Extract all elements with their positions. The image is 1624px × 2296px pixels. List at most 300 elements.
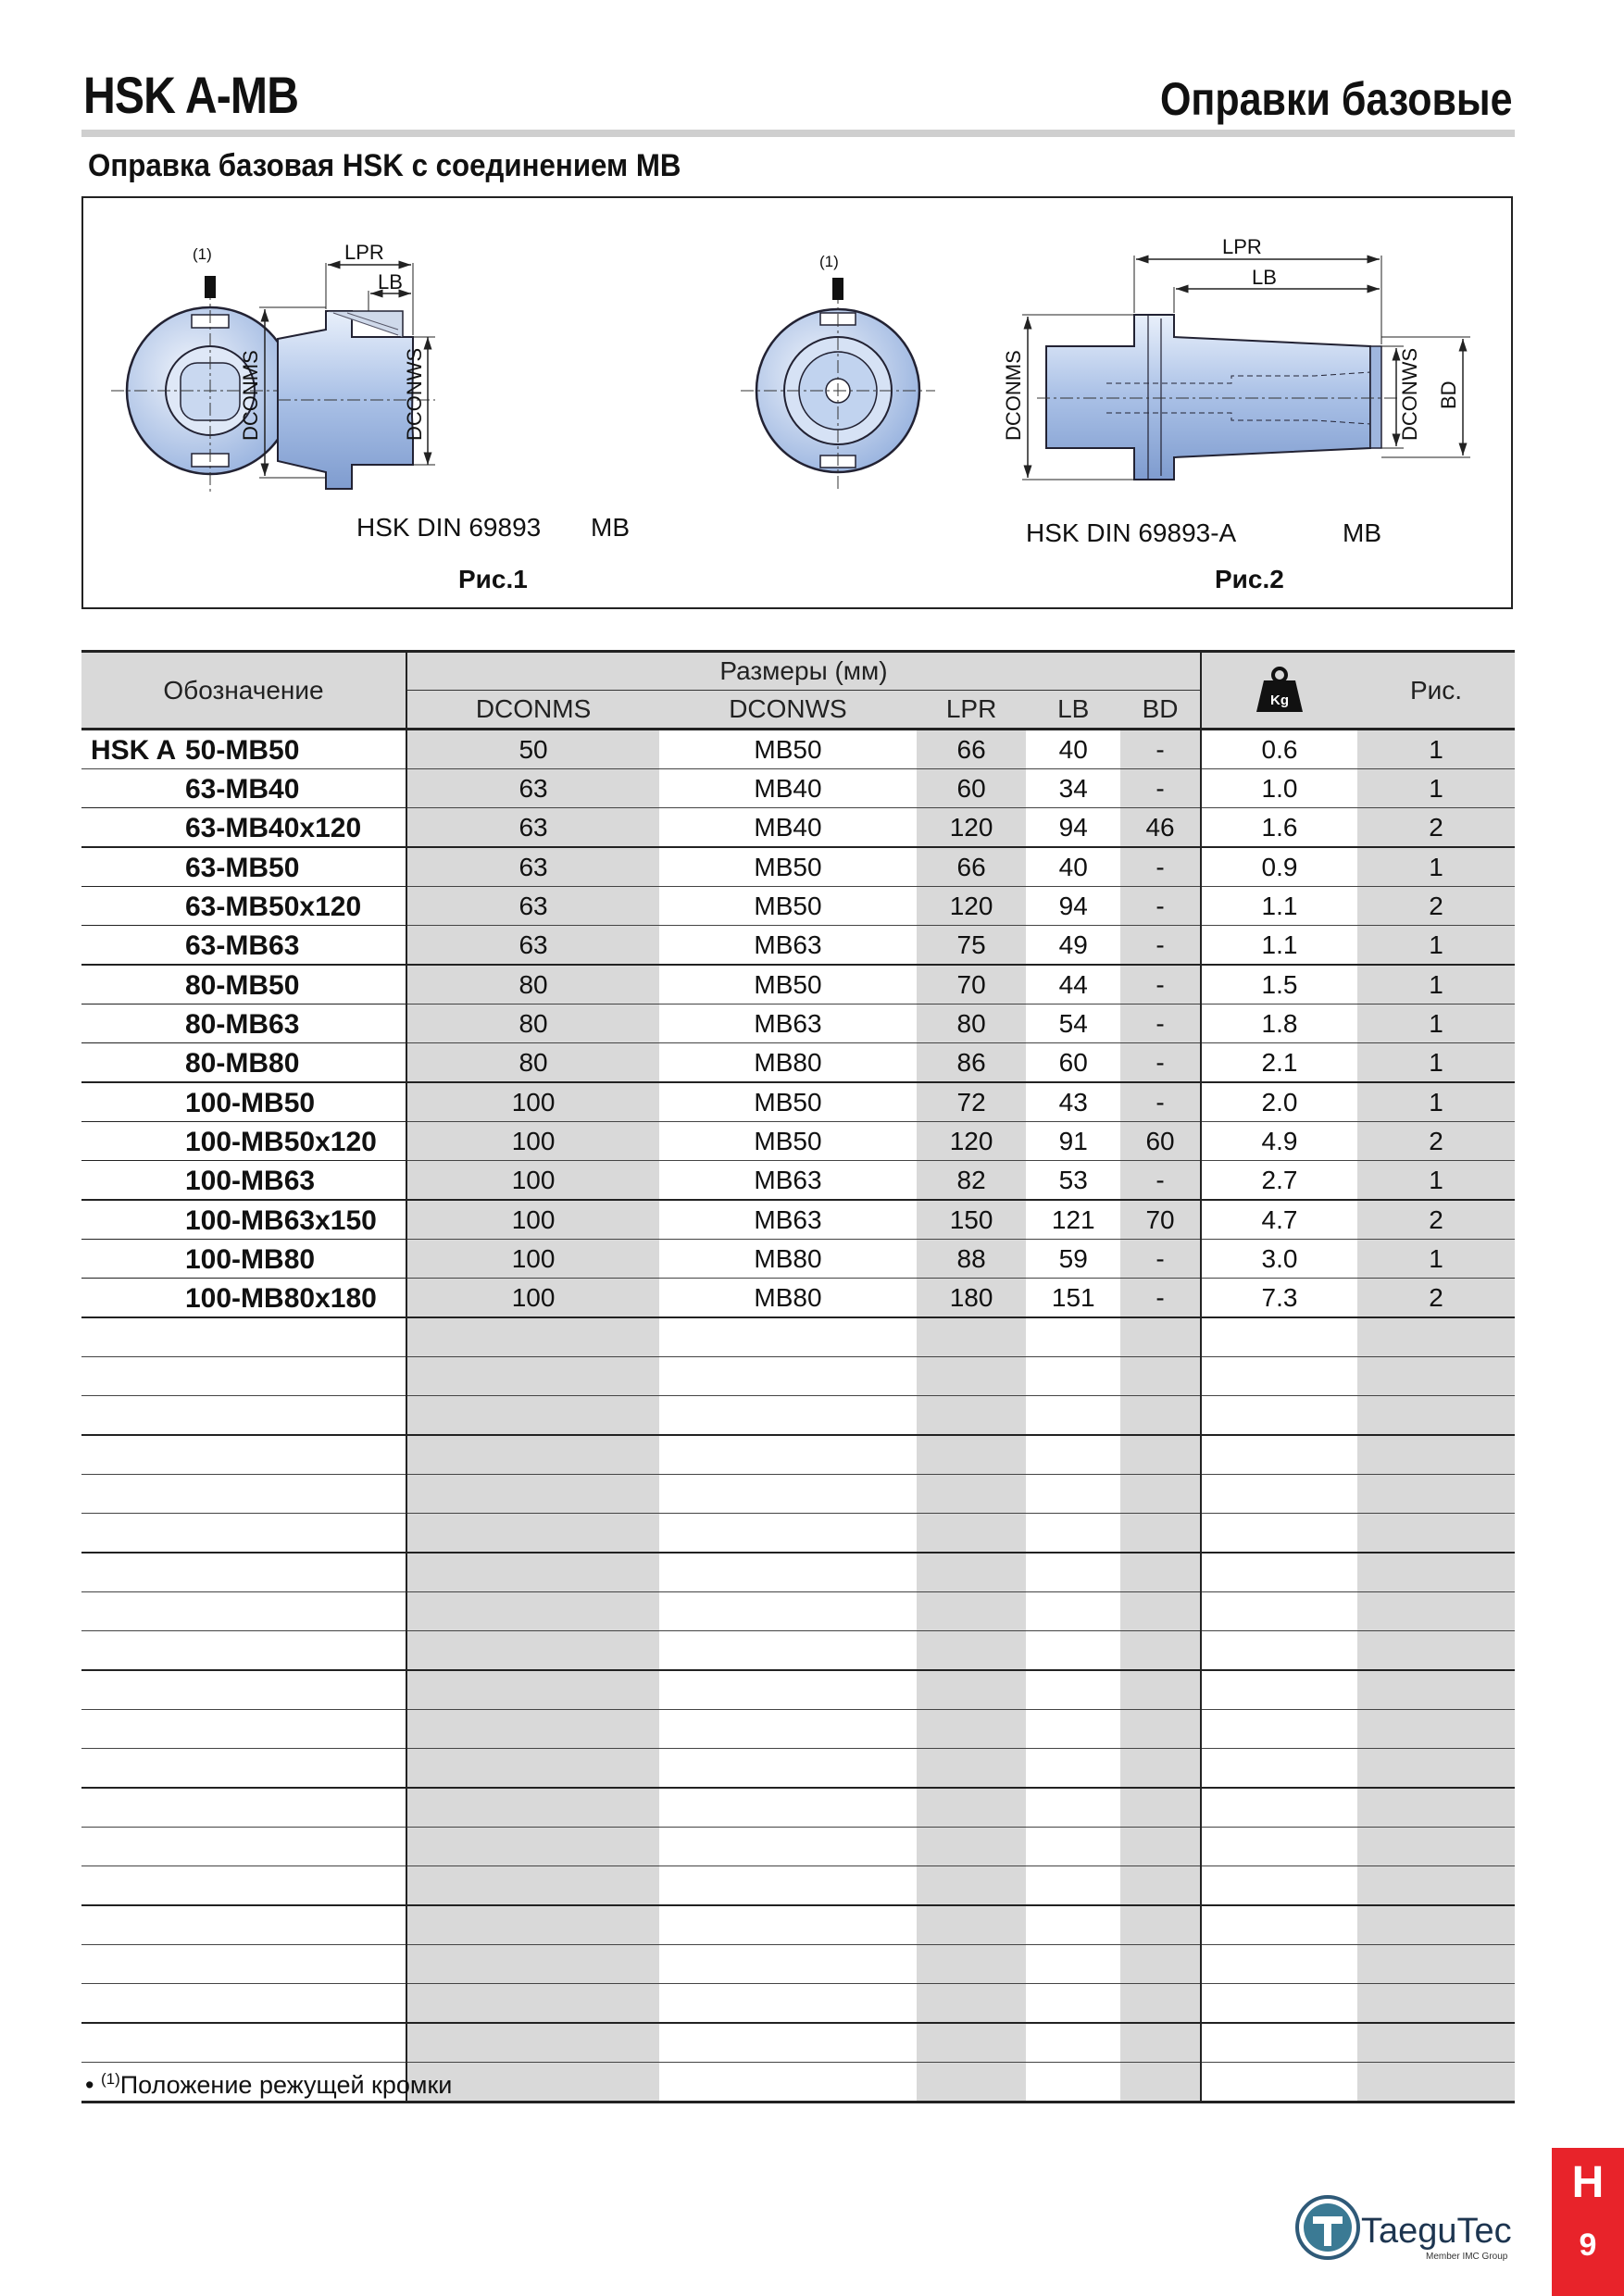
- fig2-caption-type: MB: [1343, 518, 1381, 547]
- cell-lpr: [917, 1828, 1027, 1866]
- cell-lb: [1026, 1984, 1120, 2024]
- cell-bd: -: [1120, 1240, 1201, 1279]
- cell-bd: -: [1120, 847, 1201, 887]
- table-row: [81, 730, 1515, 769]
- logo-name: TaeguTec: [1361, 2212, 1512, 2251]
- cell-bd: [1120, 1475, 1201, 1514]
- cell-dconms: [406, 1396, 659, 1436]
- cell-dconws: [659, 2063, 917, 2103]
- cell-fig: [1357, 1670, 1515, 1710]
- cell-designation: [81, 730, 406, 769]
- col-lb: LB: [1026, 691, 1120, 730]
- cell-kg: 1.8: [1201, 1004, 1357, 1043]
- cell-designation: [81, 1396, 406, 1436]
- cell-bd: [1120, 1905, 1201, 1945]
- cell-dconws: MB50: [659, 887, 917, 926]
- cell-lb: [1026, 1710, 1120, 1749]
- cell-fig: [1357, 1749, 1515, 1789]
- cell-dconms: [406, 2023, 659, 2063]
- cell-fig: [1357, 1435, 1515, 1475]
- cell-kg: [1201, 1788, 1357, 1828]
- cell-bd: -: [1120, 730, 1201, 769]
- table-row: [81, 1670, 1515, 1710]
- cell-bd: -: [1120, 769, 1201, 808]
- cell-bd: [1120, 1984, 1201, 2024]
- weight-kg-icon: [1253, 666, 1306, 716]
- cell-lpr: 86: [917, 1043, 1027, 1083]
- section-title: Оправки базовые: [1160, 73, 1513, 125]
- cell-lpr: [917, 1984, 1027, 2024]
- cell-fig: [1357, 1553, 1515, 1592]
- cell-lb: 40: [1026, 847, 1120, 887]
- designation-code: 100-MB63: [185, 1166, 316, 1196]
- cell-dconms: [406, 1670, 659, 1710]
- cell-kg: [1201, 1475, 1357, 1514]
- cell-fig: 2: [1357, 1279, 1515, 1318]
- cell-dconms: [406, 1788, 659, 1828]
- cell-lb: [1026, 2023, 1120, 2063]
- cell-designation: [81, 1984, 406, 2024]
- cell-dconms: [406, 1317, 659, 1357]
- table-row: [81, 1161, 1515, 1201]
- cell-designation: [81, 887, 406, 926]
- col-dconms: DCONMS: [406, 691, 659, 730]
- table-row: [81, 1710, 1515, 1749]
- cell-fig: 1: [1357, 1161, 1515, 1201]
- cell-lpr: 120: [917, 808, 1027, 848]
- cell-lpr: [917, 1670, 1027, 1710]
- cell-bd: [1120, 1631, 1201, 1671]
- subtitle: Оправка базовая HSK с соединением MB: [88, 148, 681, 183]
- weight-kg-icon-text: Kg: [1270, 692, 1289, 708]
- fig2-dconms-label: DCONMS: [1002, 350, 1025, 441]
- table-header: [81, 652, 1515, 730]
- cell-dconws: MB50: [659, 730, 917, 769]
- footnote-text: Положение режущей кромки: [119, 2071, 453, 2099]
- cell-bd: [1120, 1435, 1201, 1475]
- table-row: [81, 926, 1515, 966]
- cell-designation: [81, 1317, 406, 1357]
- cell-lpr: [917, 1357, 1027, 1396]
- cell-lb: [1026, 1396, 1120, 1436]
- cell-dconws: [659, 1396, 917, 1436]
- table-row: [81, 1592, 1515, 1631]
- cell-lpr: [917, 1475, 1027, 1514]
- cell-lb: [1026, 1828, 1120, 1866]
- cell-lpr: [917, 1592, 1027, 1631]
- cell-bd: [1120, 2063, 1201, 2103]
- cell-fig: [1357, 1788, 1515, 1828]
- cell-lb: [1026, 1592, 1120, 1631]
- table-row: [81, 1004, 1515, 1043]
- cell-kg: [1201, 1553, 1357, 1592]
- cell-lpr: 66: [917, 730, 1027, 769]
- cell-kg: 0.9: [1201, 847, 1357, 887]
- cell-lb: 59: [1026, 1240, 1120, 1279]
- cell-lb: 121: [1026, 1200, 1120, 1240]
- cell-designation: [81, 1475, 406, 1514]
- cell-kg: [1201, 1905, 1357, 1945]
- cell-dconms: 80: [406, 1004, 659, 1043]
- cell-dconws: [659, 1788, 917, 1828]
- cell-bd: [1120, 1828, 1201, 1866]
- cell-dconms: [406, 1828, 659, 1866]
- cell-fig: 1: [1357, 1240, 1515, 1279]
- table-row: [81, 1905, 1515, 1945]
- cell-designation: [81, 926, 406, 966]
- cell-dconws: [659, 1357, 917, 1396]
- footnote: [85, 2070, 452, 2100]
- cell-dconws: [659, 1710, 917, 1749]
- cell-kg: [1201, 1945, 1357, 1984]
- fig2-lb-label: LB: [1252, 266, 1277, 289]
- fig1-caption-type: MB: [591, 513, 630, 542]
- table-row: [81, 2023, 1515, 2063]
- logo-tagline: Member IMC Group: [1426, 2252, 1508, 2262]
- cell-dconms: 63: [406, 847, 659, 887]
- fig2-bd-label: BD: [1437, 381, 1460, 409]
- cell-dconms: [406, 1945, 659, 1984]
- cell-kg: 1.0: [1201, 769, 1357, 808]
- cell-fig: 2: [1357, 887, 1515, 926]
- designation-code: 80-MB80: [185, 1048, 300, 1079]
- cell-designation: [81, 1161, 406, 1201]
- fig1-mark: (1): [193, 245, 212, 263]
- table-row: [81, 769, 1515, 808]
- cell-lb: 44: [1026, 965, 1120, 1004]
- fig2-caption-std: HSK DIN 69893-A: [1026, 518, 1237, 547]
- cell-designation: [81, 1435, 406, 1475]
- cell-lb: [1026, 1905, 1120, 1945]
- cell-dconms: 63: [406, 926, 659, 966]
- cell-lpr: [917, 1631, 1027, 1671]
- cell-designation: [81, 1240, 406, 1279]
- cell-lpr: 80: [917, 1004, 1027, 1043]
- cell-fig: [1357, 2023, 1515, 2063]
- cell-kg: 3.0: [1201, 1240, 1357, 1279]
- cell-bd: [1120, 1317, 1201, 1357]
- cell-dconws: [659, 1435, 917, 1475]
- cell-lb: 54: [1026, 1004, 1120, 1043]
- cell-bd: [1120, 1514, 1201, 1554]
- cell-fig: [1357, 1317, 1515, 1357]
- table-row: [81, 1828, 1515, 1866]
- cell-lpr: [917, 1749, 1027, 1789]
- cell-dconws: MB63: [659, 1200, 917, 1240]
- cell-lpr: [917, 1396, 1027, 1436]
- cell-bd: [1120, 2023, 1201, 2063]
- cell-dconws: MB40: [659, 808, 917, 848]
- cell-designation: [81, 1122, 406, 1161]
- col-dconws: DCONWS: [659, 691, 917, 730]
- cell-fig: 2: [1357, 1122, 1515, 1161]
- section-tab: [1552, 2148, 1624, 2296]
- cell-lb: [1026, 1866, 1120, 1906]
- cell-lpr: 180: [917, 1279, 1027, 1318]
- table-row: [81, 1122, 1515, 1161]
- cell-designation: [81, 847, 406, 887]
- cell-lpr: 66: [917, 847, 1027, 887]
- figure-box: [81, 196, 1513, 609]
- cell-lb: [1026, 1553, 1120, 1592]
- cell-designation: [81, 1514, 406, 1554]
- table-row: [81, 1514, 1515, 1554]
- table-row: [81, 1279, 1515, 1318]
- cell-designation: [81, 2023, 406, 2063]
- col-lpr: LPR: [917, 691, 1027, 730]
- cell-bd: 70: [1120, 1200, 1201, 1240]
- taegutec-logo-icon: [1287, 2187, 1518, 2266]
- cell-lpr: [917, 1945, 1027, 1984]
- cell-dconws: [659, 1984, 917, 2024]
- cell-kg: [1201, 1514, 1357, 1554]
- cell-fig: 1: [1357, 847, 1515, 887]
- cell-dconws: [659, 1317, 917, 1357]
- fig1-caption-std: HSK DIN 69893: [356, 513, 542, 542]
- cell-dconws: MB50: [659, 1082, 917, 1122]
- cell-dconms: 80: [406, 965, 659, 1004]
- fig2-lpr-label: LPR: [1222, 235, 1262, 258]
- cell-dconws: MB80: [659, 1279, 917, 1318]
- cell-dconws: [659, 1514, 917, 1554]
- table-row: [81, 1357, 1515, 1396]
- cell-kg: 4.7: [1201, 1200, 1357, 1240]
- cell-designation: [81, 1279, 406, 1318]
- cell-kg: [1201, 1749, 1357, 1789]
- cell-designation: [81, 1670, 406, 1710]
- cell-dconws: MB63: [659, 1004, 917, 1043]
- table-body: [81, 730, 1515, 2103]
- title-rule: [81, 130, 1515, 137]
- cell-dconws: [659, 1670, 917, 1710]
- cell-fig: 1: [1357, 1082, 1515, 1122]
- table-row: [81, 1200, 1515, 1240]
- cell-kg: 2.1: [1201, 1043, 1357, 1083]
- cell-dconws: MB80: [659, 1043, 917, 1083]
- cell-lb: 151: [1026, 1279, 1120, 1318]
- cell-dconms: 100: [406, 1240, 659, 1279]
- cell-dconws: [659, 1475, 917, 1514]
- designation-code: 100-MB80x180: [185, 1283, 377, 1314]
- cell-fig: [1357, 1866, 1515, 1906]
- cell-lpr: [917, 1866, 1027, 1906]
- cell-dconms: [406, 1435, 659, 1475]
- cell-dconms: 63: [406, 887, 659, 926]
- cell-designation: [81, 1631, 406, 1671]
- cell-lb: 43: [1026, 1082, 1120, 1122]
- designation-code: 80-MB63: [185, 1009, 300, 1040]
- fig2-name: Рис.2: [1215, 565, 1284, 593]
- cell-designation: [81, 1828, 406, 1866]
- cell-dconms: 100: [406, 1161, 659, 1201]
- cell-bd: -: [1120, 1279, 1201, 1318]
- cell-designation: [81, 1905, 406, 1945]
- cell-kg: [1201, 1631, 1357, 1671]
- cell-lpr: 75: [917, 926, 1027, 966]
- cell-dconms: 100: [406, 1122, 659, 1161]
- cell-fig: 1: [1357, 769, 1515, 808]
- cell-designation: [81, 1945, 406, 1984]
- table-row: [81, 808, 1515, 848]
- cell-bd: [1120, 1710, 1201, 1749]
- cell-lpr: [917, 1514, 1027, 1554]
- designation-code: 100-MB80: [185, 1244, 316, 1275]
- cell-designation: [81, 1553, 406, 1592]
- fig2-end-view: [741, 253, 935, 493]
- taegutec-logo: [1287, 2187, 1518, 2266]
- cell-dconms: 80: [406, 1043, 659, 1083]
- cell-kg: 4.9: [1201, 1122, 1357, 1161]
- cell-dconms: 50: [406, 730, 659, 769]
- cell-lpr: [917, 2063, 1027, 2103]
- cell-dconws: [659, 1866, 917, 1906]
- col-group-dims: Размеры (мм): [406, 652, 1201, 691]
- figures-drawing: [83, 198, 1515, 611]
- cell-kg: [1201, 1866, 1357, 1906]
- cell-lb: 91: [1026, 1122, 1120, 1161]
- footnote-bullet: •: [85, 2071, 94, 2099]
- fig1-lpr-label: LPR: [344, 241, 384, 264]
- cell-kg: [1201, 2063, 1357, 2103]
- cell-lb: 94: [1026, 808, 1120, 848]
- table-row: [81, 1082, 1515, 1122]
- cell-fig: 1: [1357, 1004, 1515, 1043]
- table-row: [81, 847, 1515, 887]
- cell-dconws: [659, 1828, 917, 1866]
- cell-lpr: 70: [917, 965, 1027, 1004]
- section-tab-letter: H: [1571, 2158, 1605, 2207]
- cell-dconms: [406, 1357, 659, 1396]
- cell-kg: [1201, 1357, 1357, 1396]
- cell-kg: 2.7: [1201, 1161, 1357, 1201]
- cell-bd: -: [1120, 926, 1201, 966]
- cell-designation: [81, 1710, 406, 1749]
- cell-lpr: [917, 1710, 1027, 1749]
- designation-code: 63-MB63: [185, 930, 300, 961]
- cell-fig: [1357, 1514, 1515, 1554]
- cell-kg: 0.6: [1201, 730, 1357, 769]
- cell-bd: -: [1120, 1082, 1201, 1122]
- cell-lpr: [917, 1435, 1027, 1475]
- cell-bd: [1120, 1749, 1201, 1789]
- cell-dconws: [659, 2023, 917, 2063]
- cell-lb: [1026, 1945, 1120, 1984]
- designation-code: 80-MB50: [185, 970, 300, 1001]
- col-fig: Рис.: [1357, 652, 1515, 730]
- cell-fig: [1357, 2063, 1515, 2103]
- cell-kg: [1201, 2023, 1357, 2063]
- cell-lb: [1026, 1317, 1120, 1357]
- cell-fig: [1357, 1396, 1515, 1436]
- page-number: 9: [1579, 2227, 1597, 2263]
- cell-lb: [1026, 1631, 1120, 1671]
- cell-fig: [1357, 1828, 1515, 1866]
- fig1-lb-label: LB: [378, 270, 403, 293]
- designation-code: 63-MB50: [185, 853, 300, 883]
- cell-bd: -: [1120, 965, 1201, 1004]
- cell-lb: [1026, 1788, 1120, 1828]
- cell-bd: [1120, 1553, 1201, 1592]
- fig1-dconws-label: DCONWS: [403, 347, 426, 441]
- cell-bd: 60: [1120, 1122, 1201, 1161]
- cell-dconms: [406, 1553, 659, 1592]
- cell-fig: [1357, 1984, 1515, 2024]
- cell-kg: [1201, 1592, 1357, 1631]
- cell-kg: [1201, 1984, 1357, 2024]
- cell-lb: [1026, 1749, 1120, 1789]
- table-row: [81, 1475, 1515, 1514]
- col-bd: BD: [1120, 691, 1201, 730]
- cell-kg: 7.3: [1201, 1279, 1357, 1318]
- table-row: [81, 1317, 1515, 1357]
- cell-bd: -: [1120, 1043, 1201, 1083]
- cell-fig: [1357, 1945, 1515, 1984]
- cell-fig: [1357, 1475, 1515, 1514]
- cell-dconws: MB40: [659, 769, 917, 808]
- cell-designation: [81, 1592, 406, 1631]
- cell-dconms: 100: [406, 1200, 659, 1240]
- cell-bd: [1120, 1866, 1201, 1906]
- cell-lb: 53: [1026, 1161, 1120, 1201]
- cell-dconms: [406, 1866, 659, 1906]
- cell-designation: [81, 1200, 406, 1240]
- cell-bd: -: [1120, 1161, 1201, 1201]
- cell-lpr: [917, 1553, 1027, 1592]
- cell-lpr: 150: [917, 1200, 1027, 1240]
- col-weight: [1201, 652, 1357, 730]
- cell-lpr: [917, 1905, 1027, 1945]
- designation-prefix: HSK A: [91, 735, 177, 766]
- cell-fig: 1: [1357, 730, 1515, 769]
- cell-bd: [1120, 1670, 1201, 1710]
- cell-lb: [1026, 1357, 1120, 1396]
- cell-designation: [81, 808, 406, 848]
- cell-dconws: MB63: [659, 1161, 917, 1201]
- cell-dconms: [406, 1905, 659, 1945]
- cell-dconms: [406, 1631, 659, 1671]
- table-row: [81, 1984, 1515, 2024]
- cell-bd: [1120, 1396, 1201, 1436]
- fig2-dconws-label: DCONWS: [1398, 347, 1421, 441]
- cell-dconms: [406, 1514, 659, 1554]
- cell-lpr: 72: [917, 1082, 1027, 1122]
- table-row: [81, 965, 1515, 1004]
- fig2-side-view: [1002, 235, 1470, 480]
- cell-dconws: MB63: [659, 926, 917, 966]
- cell-fig: 2: [1357, 1200, 1515, 1240]
- cell-lpr: 60: [917, 769, 1027, 808]
- table-row: [81, 1945, 1515, 1984]
- cell-dconws: [659, 1905, 917, 1945]
- cell-kg: 1.5: [1201, 965, 1357, 1004]
- cell-lb: [1026, 1670, 1120, 1710]
- cell-lpr: [917, 1788, 1027, 1828]
- fig1-name: Рис.1: [458, 565, 528, 593]
- cell-lb: 60: [1026, 1043, 1120, 1083]
- cell-dconms: [406, 1475, 659, 1514]
- cell-designation: [81, 769, 406, 808]
- cell-bd: -: [1120, 887, 1201, 926]
- designation-code: 50-MB50: [185, 735, 300, 766]
- cell-designation: [81, 1749, 406, 1789]
- table-row: [81, 1749, 1515, 1789]
- cell-kg: [1201, 1828, 1357, 1866]
- cell-designation: [81, 1357, 406, 1396]
- cell-kg: [1201, 1435, 1357, 1475]
- cell-lb: [1026, 2063, 1120, 2103]
- cell-dconws: MB50: [659, 1122, 917, 1161]
- cell-bd: -: [1120, 1004, 1201, 1043]
